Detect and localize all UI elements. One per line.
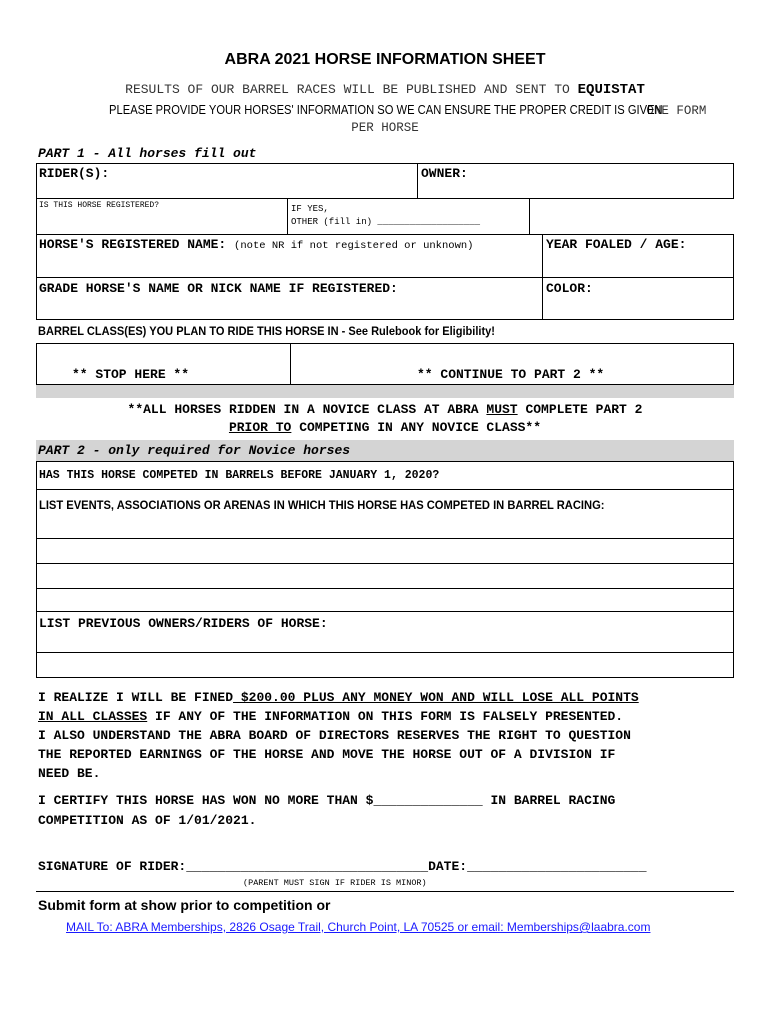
statement-line1: I REALIZE I WILL BE FINED $200.00 PLUS ANY MONEY WON AND WILL LOSE ALL POINTS — [38, 690, 639, 705]
statement-line4: THE REPORTED EARNINGS OF THE HORSE AND MOVE THE HORSE OUT OF A DIVISION IF — [38, 747, 616, 762]
registered-name-label: HORSE'S REGISTERED NAME: (note NR if not registered or unknown) — [39, 237, 474, 252]
novice-notice-line2: PRIOR TO COMPETING IN ANY NOVICE CLASS** — [228, 420, 542, 435]
equistat-notice: RESULTS OF OUR BARREL RACES WILL BE PUBLISHED AND SENT TO EQUISTAT — [125, 82, 645, 98]
rider-label: RIDER(S): — [39, 166, 110, 181]
part1-heading: PART 1 - All horses fill out — [38, 146, 257, 161]
continue-label: ** CONTINUE TO PART 2 ** — [417, 367, 605, 382]
separator-band — [36, 385, 734, 398]
statement-line3: I ALSO UNDERSTAND THE ABRA BOARD OF DIRECTORS RESERVES THE RIGHT TO QUESTION — [38, 728, 631, 743]
previous-owners-line[interactable] — [36, 652, 734, 678]
mail-email-link[interactable]: MAIL To: ABRA Memberships, 2826 Osage Trail, Church Point, LA 70525 or email: Memberships@laabra.com — [66, 920, 651, 934]
statement-line5: NEED BE. — [38, 766, 101, 781]
color-label: COLOR: — [546, 281, 593, 296]
barrel-class-label: BARREL CLASS(ES) YOU PLAN TO RIDE THIS HORSE IN - See Rulebook for Eligibility! — [38, 324, 495, 338]
events-field[interactable] — [36, 489, 734, 539]
statement-line2: IN ALL CLASSES IF ANY OF THE INFORMATION ON THIS FORM IS FALSELY PRESENTED. — [38, 709, 624, 724]
per-horse-notice: PER HORSE — [351, 121, 419, 135]
certify-line1: I CERTIFY THIS HORSE HAS WON NO MORE THAN $______________ IN BARREL RACING — [38, 793, 616, 808]
competed-question: HAS THIS HORSE COMPETED IN BARRELS BEFORE JANUARY 1, 2020? — [39, 469, 440, 482]
list-events-label: LIST EVENTS, ASSOCIATIONS OR ARENAS IN WHICH THIS HORSE HAS COMPETED IN BARREL RACING: — [39, 498, 605, 512]
list-owners-label: LIST PREVIOUS OWNERS/RIDERS OF HORSE: — [39, 616, 328, 631]
other-fill-in-label: OTHER (fill in) ___________________ — [291, 217, 481, 227]
certify-line2: COMPETITION AS OF 1/01/2021. — [38, 813, 257, 828]
owner-label: OWNER: — [421, 166, 468, 181]
events-line-2[interactable] — [36, 563, 734, 589]
events-line-1[interactable] — [36, 538, 734, 564]
novice-notice-line1: **ALL HORSES RIDDEN IN A NOVICE CLASS AT ABRA MUST COMPLETE PART 2 — [127, 402, 643, 417]
provide-info-notice: PLEASE PROVIDE YOUR HORSES' INFORMATION SO WE CAN ENSURE THE PROPER CREDIT IS GIVEN ONE FORM — [108, 102, 707, 118]
grade-name-label: GRADE HORSE'S NAME OR NICK NAME IF REGISTERED: — [39, 281, 398, 296]
submit-label: Submit form at show prior to competition or — [38, 897, 331, 913]
registered-name-note: (note NR if not registered or unknown) — [234, 240, 474, 252]
signature-line[interactable]: SIGNATURE OF RIDER:_______________________________DATE:_______________________ — [38, 859, 647, 874]
if-yes-label: IF YES, — [291, 204, 329, 214]
registered-question: IS THIS HORSE REGISTERED? — [39, 201, 160, 210]
page-title: ABRA 2021 HORSE INFORMATION SHEET — [224, 51, 546, 68]
events-line-3[interactable] — [36, 588, 734, 612]
year-foaled-label: YEAR FOALED / AGE: — [546, 237, 687, 252]
parent-sign-note: (PARENT MUST SIGN IF RIDER IS MINOR) — [243, 878, 427, 888]
stop-here-label: ** STOP HERE ** — [72, 367, 190, 382]
equistat-label: EQUISTAT — [577, 82, 645, 98]
signature-divider — [36, 891, 734, 892]
part2-heading: PART 2 - only required for Novice horses — [38, 443, 351, 458]
